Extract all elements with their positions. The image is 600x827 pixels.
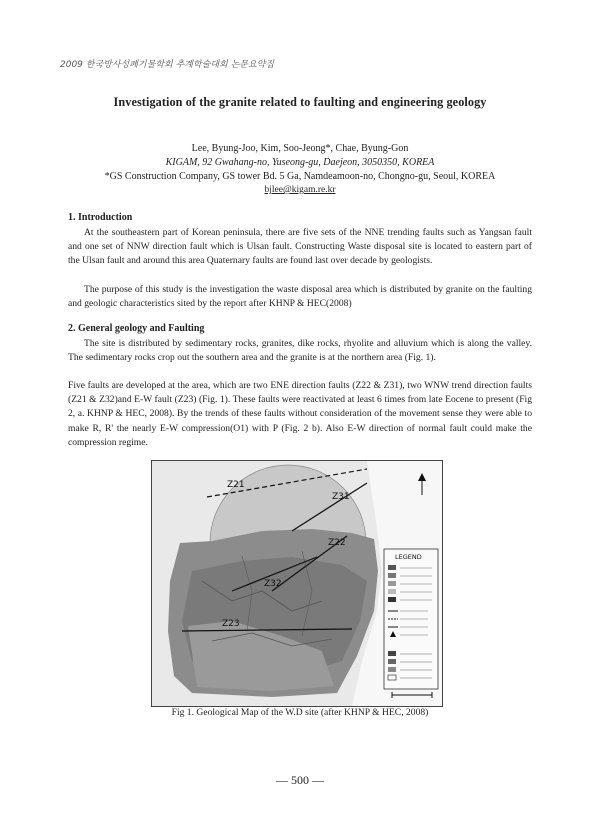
intro-paragraph-1: At the southeastern part of Korean peninsula, there are five sets of the NNE trending faults such as Yangsan fault and one set of NNW direction fault which is Ulsan fault. Constructing Waste disposal site is located to eastern part of the Ulsan fault and around this area Quaternary faults are found last over decade by geologists. (68, 227, 532, 267)
section-heading-introduction: 1. Introduction (68, 212, 133, 223)
geological-map (152, 461, 442, 706)
fault-label-z31: Z31 (332, 492, 350, 502)
fault-label-z32: Z32 (264, 579, 282, 589)
intro-paragraph-2: The purpose of this study is the investigation the waste disposal area which is distributed by granite on the faulting and geologic characteristics sited by the report after KHNP & HEC(2008) (68, 284, 532, 310)
paper-title: Investigation of the granite related to faulting and engineering geology (113, 95, 487, 109)
fault-label-z22: Z22 (328, 538, 346, 548)
map-legend (384, 549, 438, 689)
affiliation-gs: *GS Construction Company, GS tower Bd. 5 Ga, Namdeamoon-no, Chongno-gu, Seoul, KOREA (104, 171, 496, 182)
fault-label-z23: Z23 (222, 619, 240, 629)
section-heading-geology: 2. General geology and Faulting (68, 323, 205, 334)
email-link[interactable]: bjlee@kigam.re.kr (264, 185, 336, 195)
geological-map-figure (151, 460, 443, 707)
fault-label-z21: Z21 (227, 480, 245, 490)
running-header: 2009 한국방사성폐기물학회 추계학술대회 논문요약집 (60, 60, 275, 70)
geology-paragraph-1: The site is distributed by sedimentary rocks, granites, dike rocks, rhyolite and alluvium which is along the valley. The sedimentary rocks crop out the southern area and the granite is at the northern area (Fig. 1). (68, 338, 532, 364)
legend-title: LEGEND (395, 553, 422, 561)
page-number: — 500 — (276, 773, 324, 787)
geology-paragraph-2: Five faults are developed at the area, which are two ENE direction faults (Z22 & Z31), two WNW trend direction faults (Z21 & Z32)and E-W fault (Z23) (Fig. 1). These faults were reactivated at least 6 times from late Eocene to present (Fig 2, a. KHNP & HEC, 2008). By the trends of these faults without consideration of the movement sense they were able to make R, R' the nearly E-W compression(O1) with P (Fig. 2 b). Also E-W direction of normal fault could make the compression regime. (68, 380, 532, 448)
figure-caption: Fig 1. Geological Map of the W.D site (after KHNP & HEC, 2008) (171, 707, 429, 718)
author-email (0, 185, 600, 195)
author-list: Lee, Byung-Joo, Kim, Soo-Jeong*, Chae, Byung-Gon (191, 143, 409, 154)
affiliation-kigam: KIGAM, 92 Gwahang-no, Yuseong-gu, Daejeon, 3050350, KOREA (165, 157, 435, 168)
